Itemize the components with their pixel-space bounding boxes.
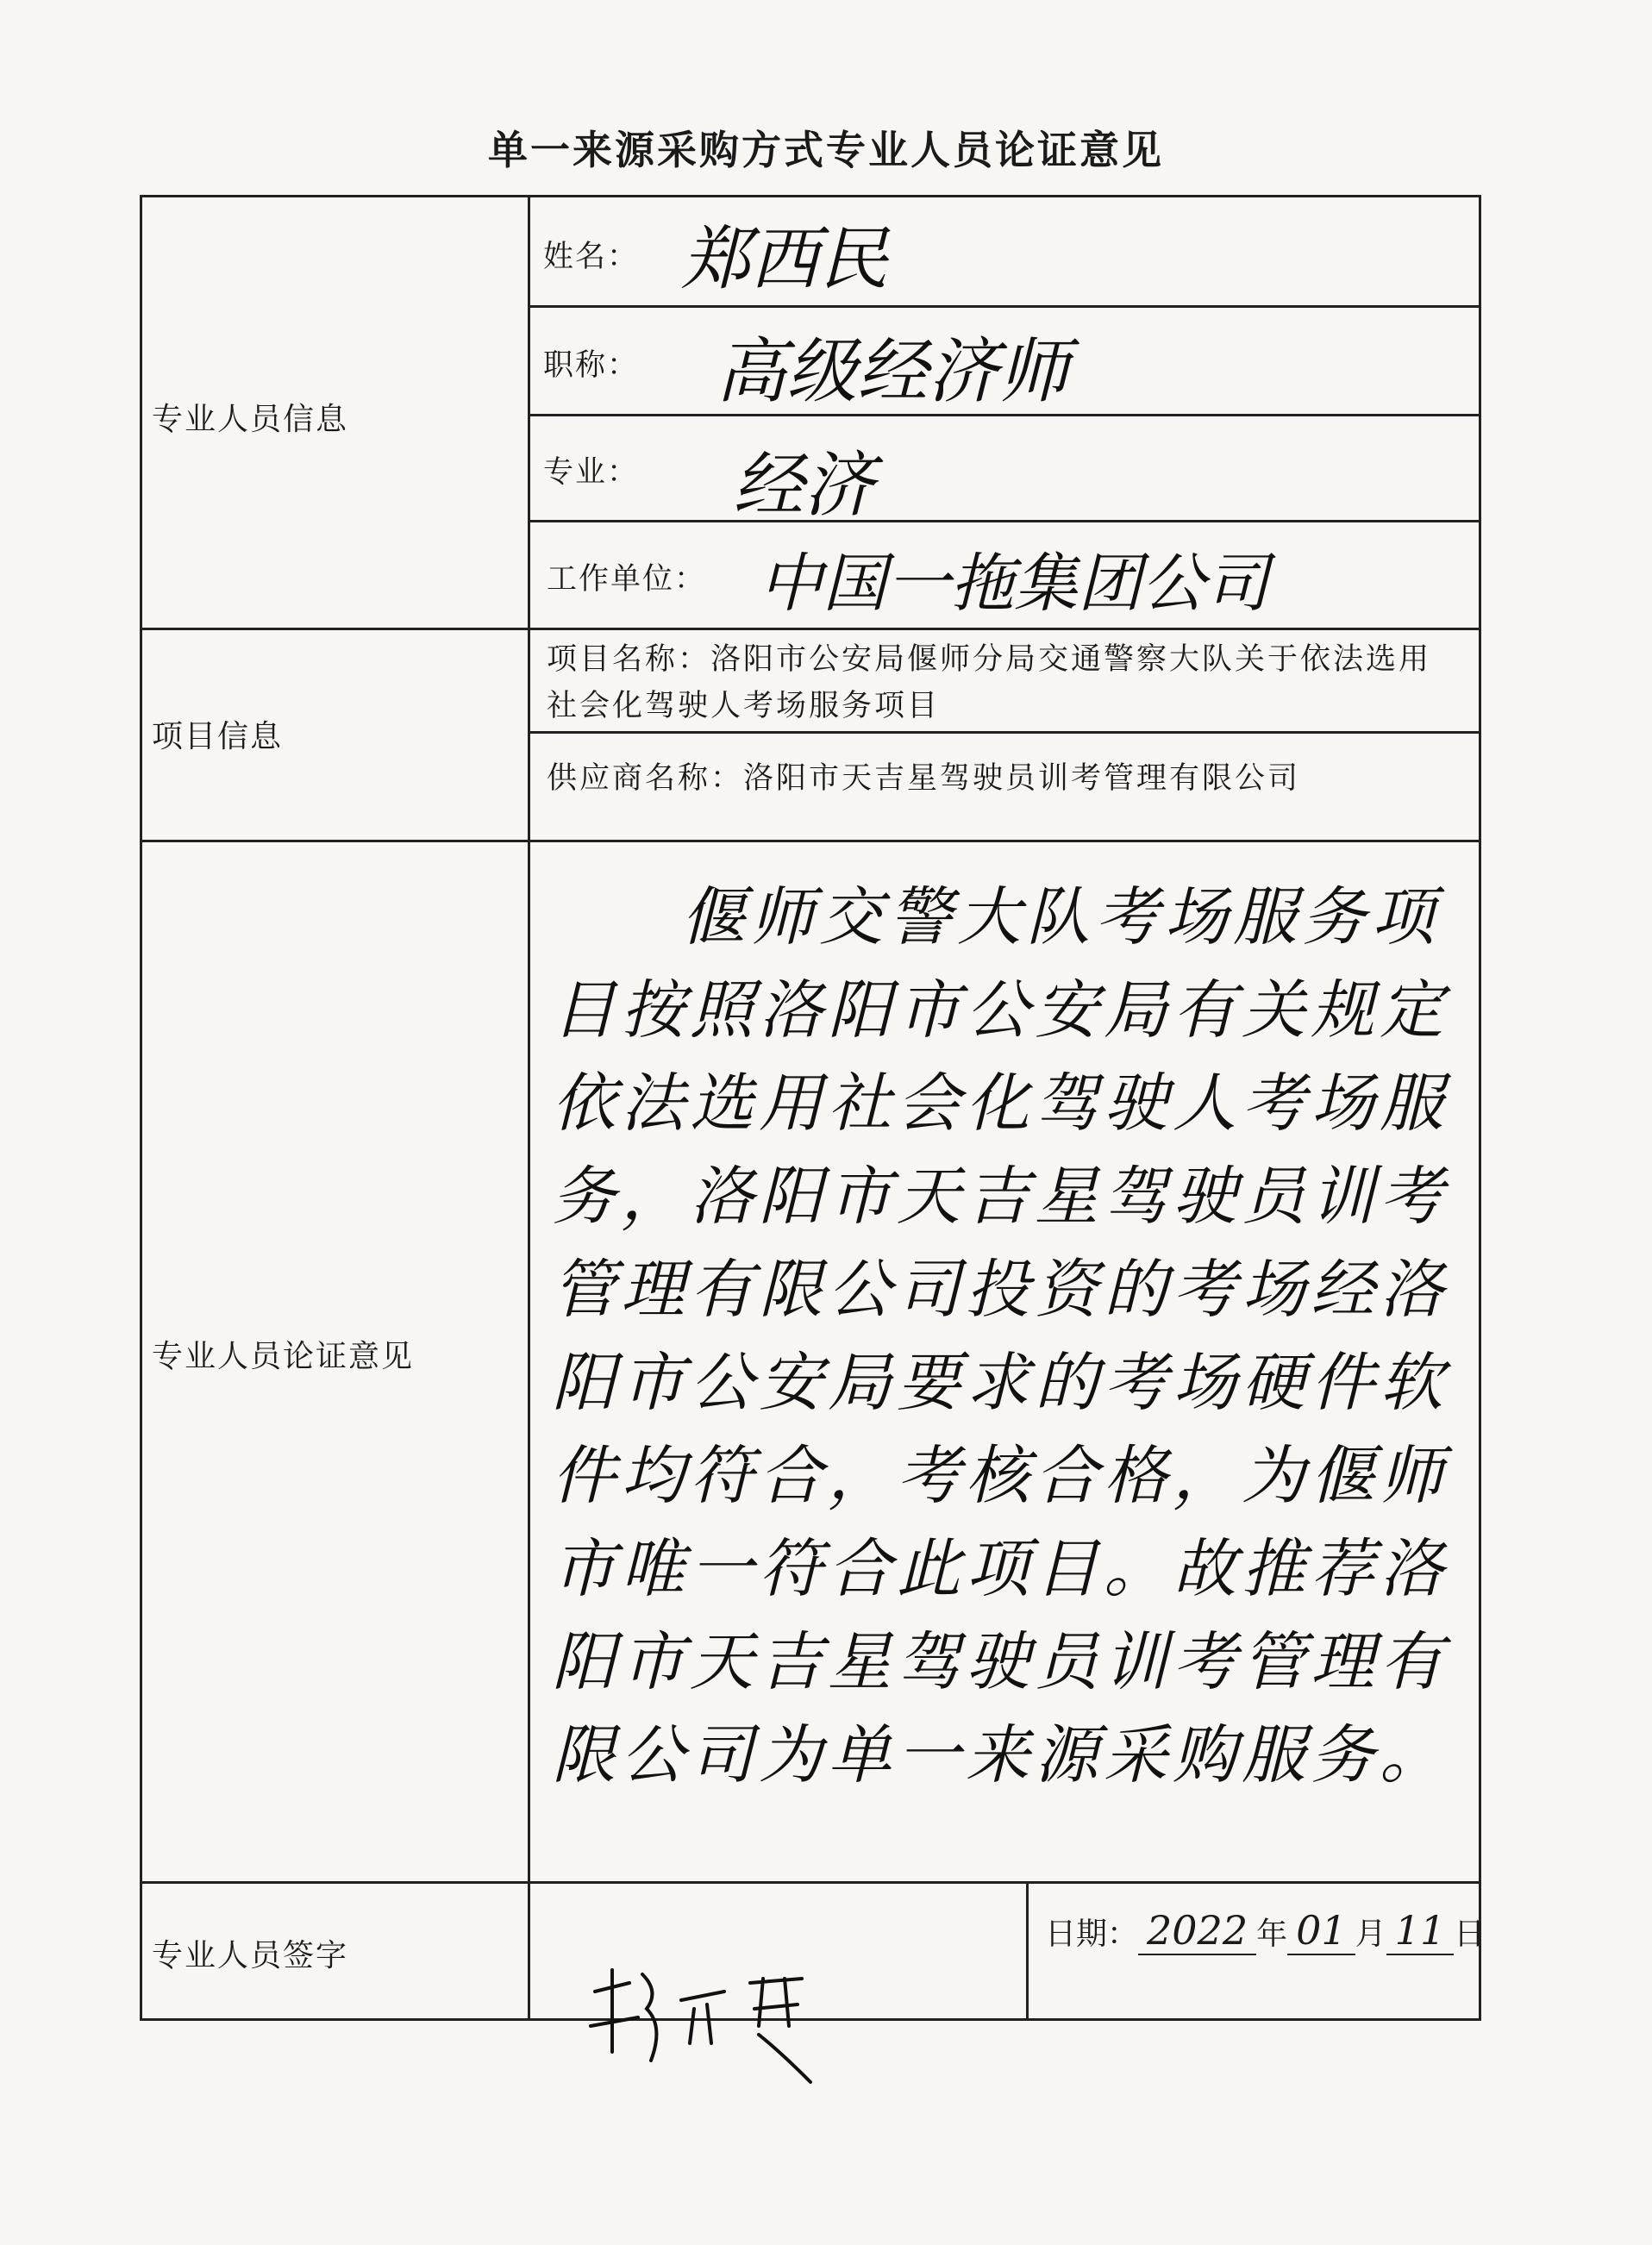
supplier-value: 洛阳市天吉星驾驶员训考管理有限公司 xyxy=(743,761,1301,796)
divider xyxy=(1026,1881,1029,2021)
section-project-info: 项目信息 xyxy=(152,719,284,754)
name-value: 郑西民 xyxy=(681,219,888,299)
title-value: 高级经济师 xyxy=(716,331,1069,413)
section-professional-info: 专业人员信息 xyxy=(152,402,349,437)
date-label: 日期： xyxy=(1045,1917,1139,1952)
date-day: 11 xyxy=(1386,1907,1455,1955)
date-month: 01 xyxy=(1287,1907,1355,1955)
divider xyxy=(530,520,1481,522)
handwritten-signature xyxy=(578,1957,836,2098)
divider xyxy=(140,1881,1481,1884)
project-name-value: 洛阳市公安局偃师分局交通警察大队关于依法选用社会化驾驶人考场服务项目 xyxy=(547,642,1432,723)
date-day-unit: 日 xyxy=(1454,1917,1486,1952)
divider xyxy=(530,731,1481,734)
supplier xyxy=(547,755,1461,802)
signature-drawing xyxy=(578,1957,836,2095)
divider xyxy=(140,840,1481,842)
page-title: 单一来源采购方式专业人员论证意见 xyxy=(488,127,1164,173)
name-label: 姓名： xyxy=(543,240,640,274)
section-signature: 专业人员签字 xyxy=(152,1938,349,1973)
supplier-label: 供应商名称： xyxy=(547,761,744,796)
employer-value: 中国一拖集团公司 xyxy=(759,547,1269,621)
divider xyxy=(530,305,1481,308)
section-opinion: 专业人员论证意见 xyxy=(152,1339,415,1374)
date-month-unit: 月 xyxy=(1355,1917,1386,1952)
divider xyxy=(528,195,530,2021)
project-name xyxy=(547,636,1461,729)
opinion-text: 偃师交警大队考场服务项目按照洛阳市公安局有关规定依法选用社会化驾驶人考场服务，洛阳市天吉星驾驶员训考管理有限公司投资的考场经洛阳市公安局要求的考场硬件软件均符合，考核合格，为偃师市唯一符合此项目。故推荐洛阳市天吉星驾驶员训考管理有限公司为单一来源采购服务。 xyxy=(552,880,1449,1792)
employer-label: 工作单位： xyxy=(547,562,707,597)
major-label: 专业： xyxy=(543,455,640,490)
date-field xyxy=(1045,1907,1485,1954)
divider xyxy=(140,628,1481,630)
date-year-unit: 年 xyxy=(1256,1917,1288,1952)
title-label: 职称： xyxy=(543,348,640,383)
project-name-label: 项目名称： xyxy=(547,642,711,677)
date-year: 2022 xyxy=(1138,1907,1256,1955)
major-value: 经济 xyxy=(733,445,874,527)
